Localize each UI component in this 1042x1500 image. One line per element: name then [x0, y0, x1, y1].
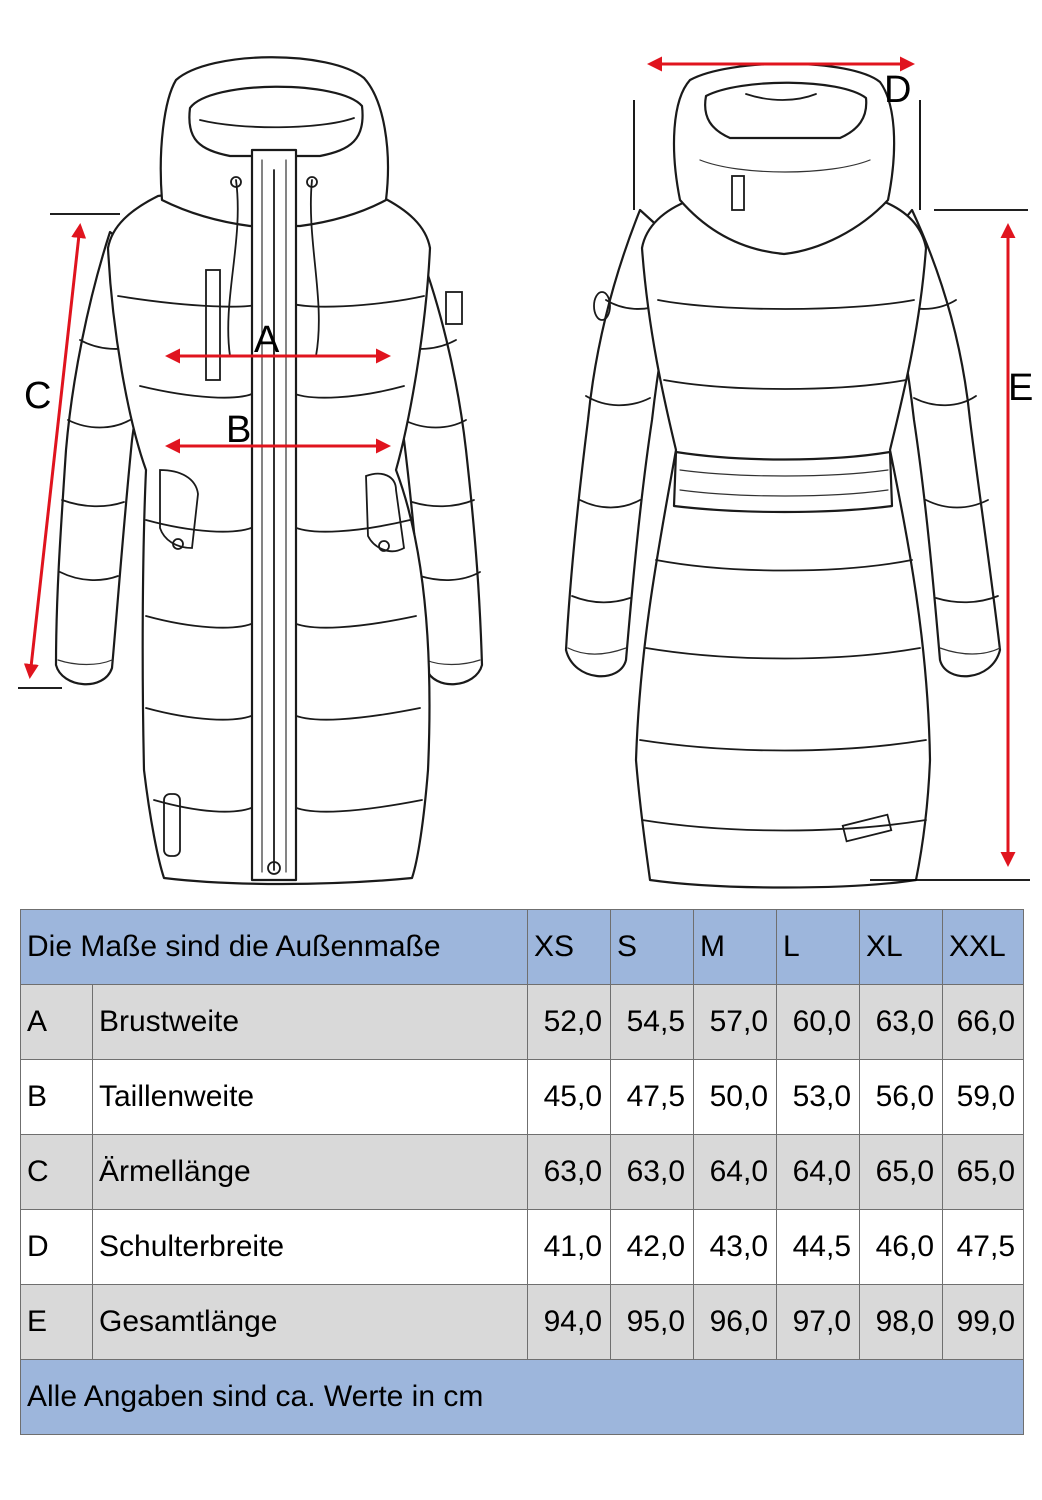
- measurement-row: [21, 1135, 1024, 1210]
- measurement-value: 43,0: [694, 1210, 777, 1285]
- measure-label-e: E: [1008, 367, 1034, 409]
- measurement-value: 54,5: [611, 985, 694, 1060]
- measurement-value: 47,5: [611, 1060, 694, 1135]
- coat-back-view: [566, 64, 1000, 888]
- measurement-value: 41,0: [528, 1210, 611, 1285]
- size-header: S: [611, 910, 694, 985]
- measure-label-c: C: [24, 375, 52, 417]
- measurement-row: [21, 985, 1024, 1060]
- measurement-value: 63,0: [611, 1135, 694, 1210]
- measurement-value: 60,0: [777, 985, 860, 1060]
- size-chart-table: [20, 909, 1024, 1435]
- size-header: XXL: [943, 910, 1024, 985]
- measurement-row: [21, 1285, 1024, 1360]
- measurement-name: Taillenweite: [93, 1060, 528, 1135]
- measurement-value: 52,0: [528, 985, 611, 1060]
- coat-front-view: [56, 57, 482, 884]
- measurement-code: E: [21, 1285, 93, 1360]
- measurement-value: 63,0: [860, 985, 943, 1060]
- measurement-name: Brustweite: [93, 985, 528, 1060]
- measurement-value: 44,5: [777, 1210, 860, 1285]
- table-header-label: Die Maße sind die Außenmaße: [21, 910, 528, 985]
- measurement-code: D: [21, 1210, 93, 1285]
- measurement-value: 45,0: [528, 1060, 611, 1135]
- measurement-name: Schulterbreite: [93, 1210, 528, 1285]
- size-header: XS: [528, 910, 611, 985]
- measurement-row: [21, 1210, 1024, 1285]
- measurement-value: 96,0: [694, 1285, 777, 1360]
- size-header: L: [777, 910, 860, 985]
- measurement-value: 53,0: [777, 1060, 860, 1135]
- measurement-value: 47,5: [943, 1210, 1024, 1285]
- measurement-value: 59,0: [943, 1060, 1024, 1135]
- measurement-code: C: [21, 1135, 93, 1210]
- table-footer-note: Alle Angaben sind ca. Werte in cm: [21, 1360, 1024, 1435]
- measurement-value: 95,0: [611, 1285, 694, 1360]
- measurement-name: Gesamtlänge: [93, 1285, 528, 1360]
- measurement-row: [21, 1060, 1024, 1135]
- measurement-value: 94,0: [528, 1285, 611, 1360]
- measurement-value: 63,0: [528, 1135, 611, 1210]
- size-header: XL: [860, 910, 943, 985]
- measurement-code: B: [21, 1060, 93, 1135]
- size-header: M: [694, 910, 777, 985]
- measurement-value: 64,0: [777, 1135, 860, 1210]
- measurement-code: A: [21, 985, 93, 1060]
- measurement-value: 65,0: [943, 1135, 1024, 1210]
- table-header-row: [21, 910, 1024, 985]
- measure-label-a: A: [254, 319, 280, 361]
- measurement-value: 65,0: [860, 1135, 943, 1210]
- measurement-value: 46,0: [860, 1210, 943, 1285]
- measure-label-d: D: [884, 69, 912, 111]
- measurement-value: 99,0: [943, 1285, 1024, 1360]
- measurement-value: 42,0: [611, 1210, 694, 1285]
- measurement-name: Ärmellänge: [93, 1135, 528, 1210]
- measurement-value: 97,0: [777, 1285, 860, 1360]
- measurement-value: 64,0: [694, 1135, 777, 1210]
- measurement-value: 66,0: [943, 985, 1024, 1060]
- measure-label-b: B: [226, 409, 252, 451]
- measurement-value: 98,0: [860, 1285, 943, 1360]
- measurement-value: 57,0: [694, 985, 777, 1060]
- measurement-value: 56,0: [860, 1060, 943, 1135]
- measurement-value: 50,0: [694, 1060, 777, 1135]
- table-footer-row: [21, 1360, 1024, 1435]
